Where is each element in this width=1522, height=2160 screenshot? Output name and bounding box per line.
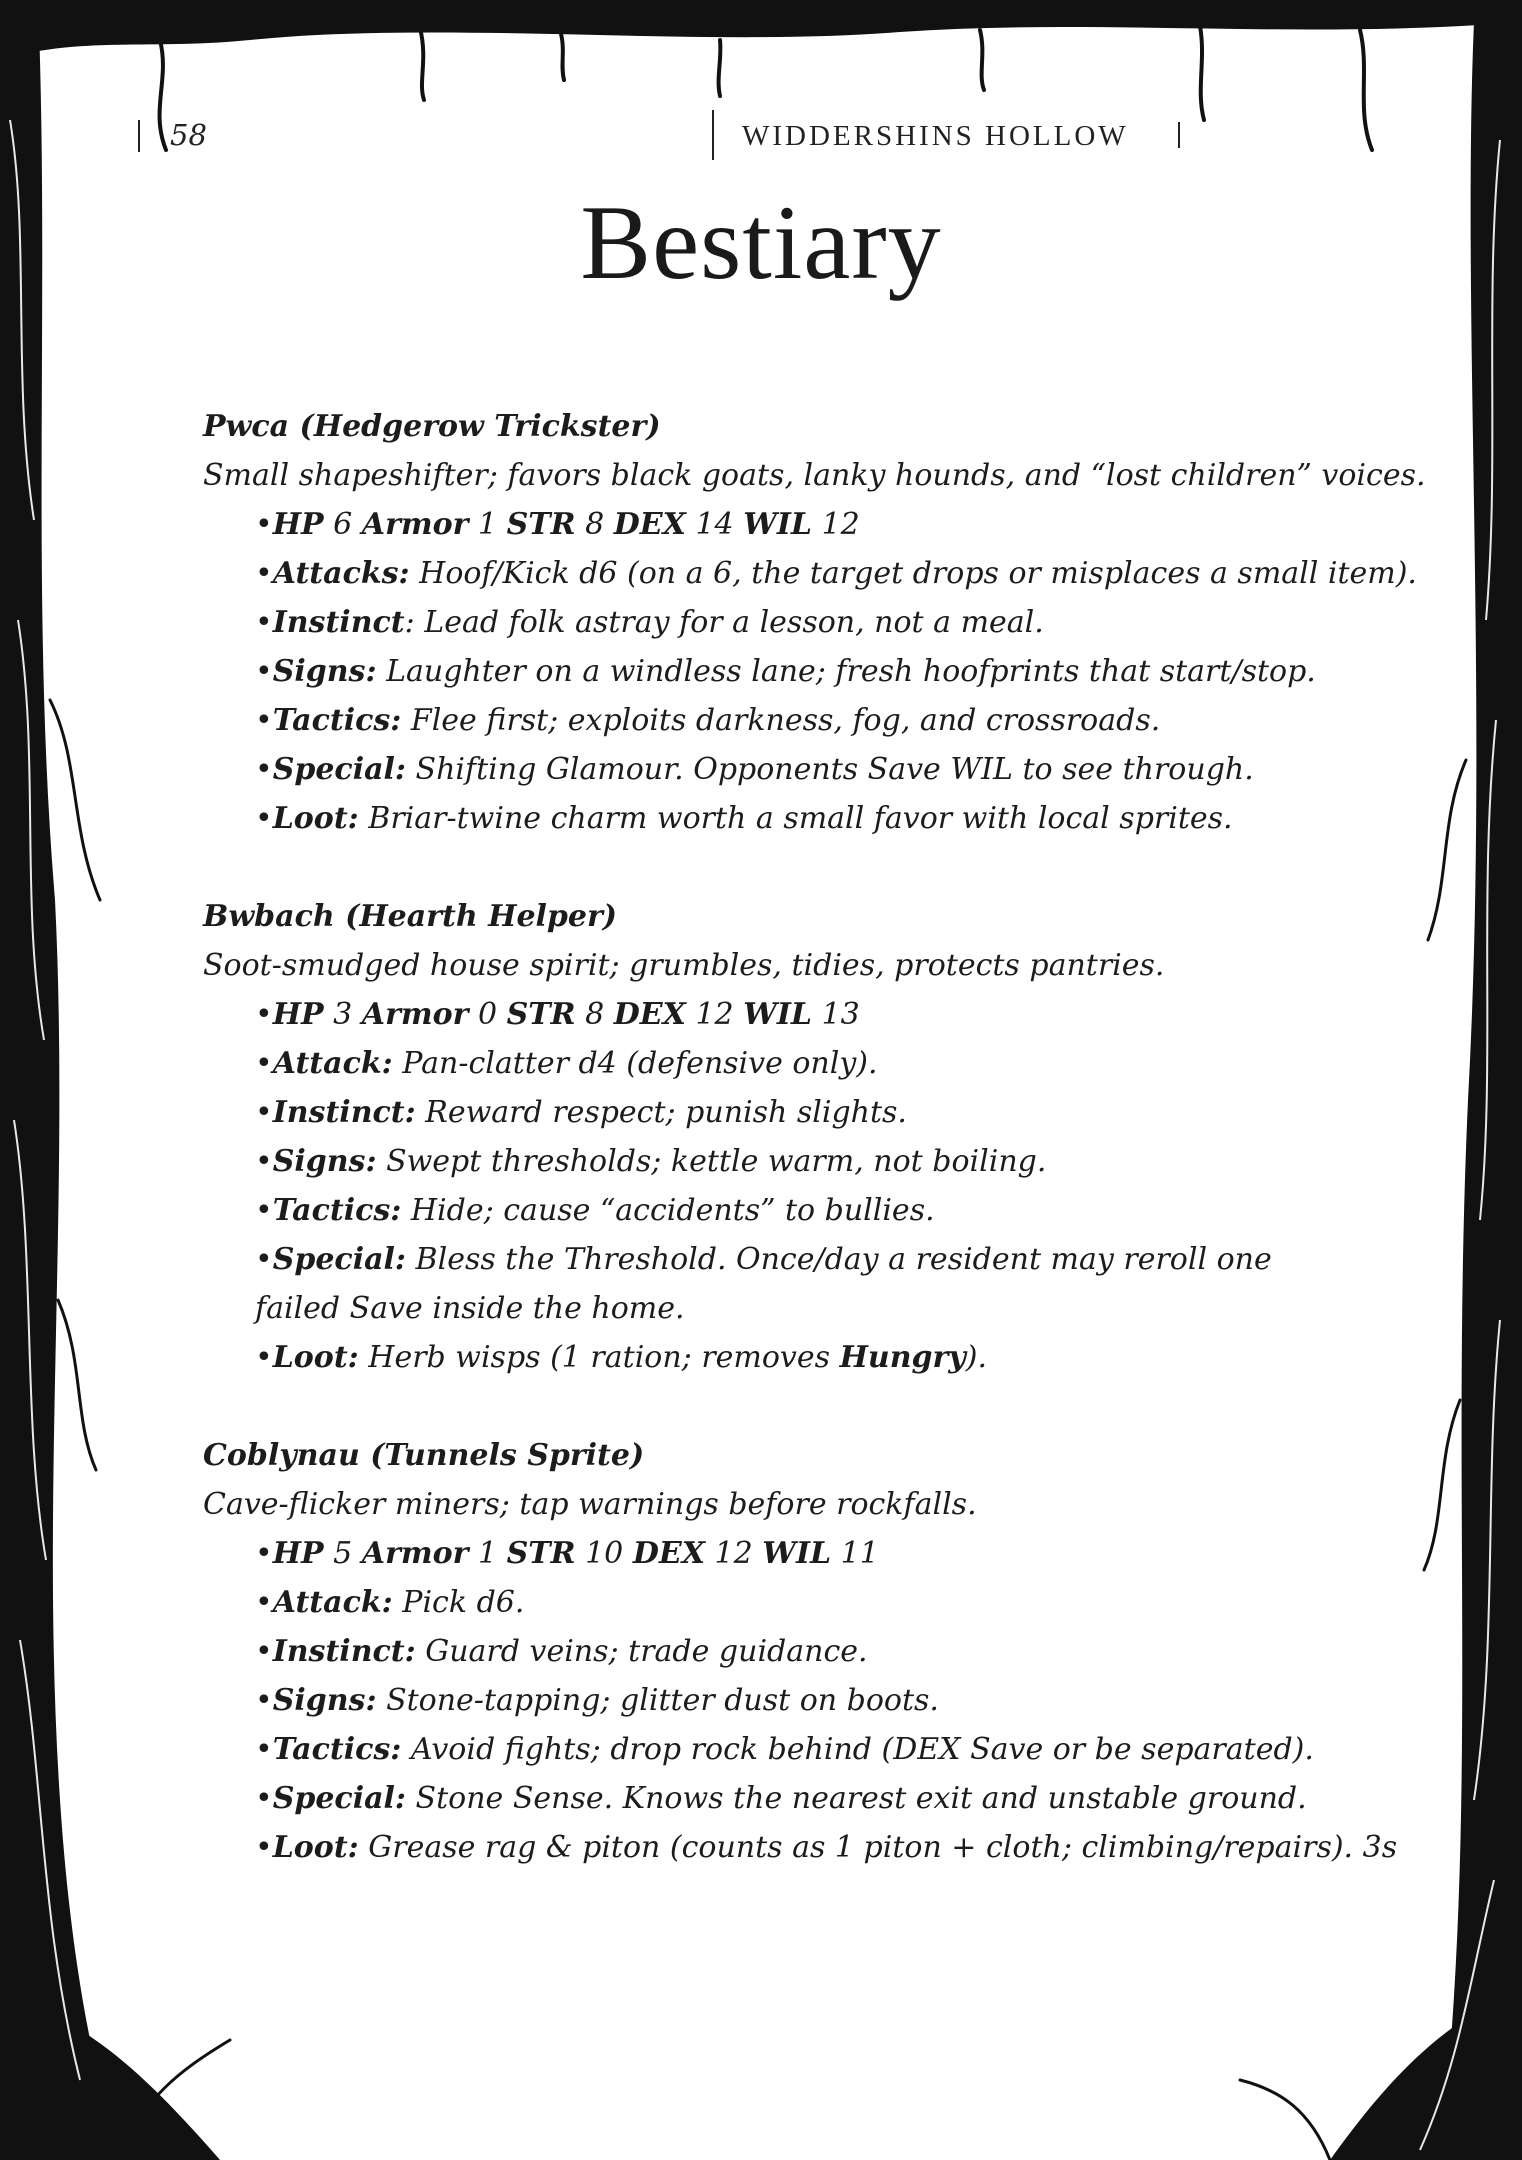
loot-line: •Loot: Herb wisps (1 ration; removes Hungry). xyxy=(255,1340,987,1375)
attacks-line: •Attacks: Hoof/Kick d6 (on a 6, the target drops or misplaces a small item). xyxy=(255,556,1417,591)
entry-description: Soot-smudged house spirit; grumbles, tidies, protects pantries. xyxy=(203,948,1165,983)
header-rule-right xyxy=(1178,122,1180,148)
special-line: •Special: Bless the Threshold. Once/day a resident may reroll one failed Save inside the home. xyxy=(255,1242,1272,1326)
entry-name: Bwbach (Hearth Helper) xyxy=(203,899,617,934)
page-title: Bestiary xyxy=(580,184,942,301)
running-title: WIDDERSHINS HOLLOW xyxy=(742,120,1129,152)
tactics-line: •Tactics: Hide; cause “accidents” to bullies. xyxy=(255,1193,935,1228)
attack-line: •Attack: Pick d6. xyxy=(255,1585,525,1620)
header-rule-left xyxy=(138,120,140,152)
entry-stat-list xyxy=(203,500,1417,843)
header-rule-middle xyxy=(712,110,714,160)
instinct-line: •Instinct: Reward respect; punish slights. xyxy=(255,1095,907,1130)
signs-line: •Signs: Stone-tapping; glitter dust on boots. xyxy=(255,1683,939,1718)
entry-bwbach xyxy=(203,892,1313,1382)
stat-line: •HP 5 Armor 1 STR 10 DEX 12 WIL 11 xyxy=(255,1536,879,1571)
stat-line: •HP 6 Armor 1 STR 8 DEX 14 WIL 12 xyxy=(255,507,860,542)
stat-line: •HP 3 Armor 0 STR 8 DEX 12 WIL 13 xyxy=(255,997,860,1032)
special-line: •Special: Shifting Glamour. Opponents Save WIL to see through. xyxy=(255,752,1254,787)
entry-description: Cave-flicker miners; tap warnings before rockfalls. xyxy=(203,1487,977,1522)
signs-line: •Signs: Swept thresholds; kettle warm, not boiling. xyxy=(255,1144,1047,1179)
entry-name: Coblynau (Tunnels Sprite) xyxy=(203,1438,645,1473)
page-number: 58 xyxy=(170,118,207,152)
entry-pwca xyxy=(203,402,1426,843)
entry-coblynau xyxy=(203,1431,1398,1872)
special-line: •Special: Stone Sense. Knows the nearest exit and unstable ground. xyxy=(255,1781,1307,1816)
loot-line: •Loot: Grease rag & piton (counts as 1 piton + cloth; climbing/repairs). 3s xyxy=(255,1830,1398,1865)
loot-line: •Loot: Briar-twine charm worth a small favor with local sprites. xyxy=(255,801,1233,836)
bestiary-entries xyxy=(203,402,1426,1921)
attack-line: •Attack: Pan-clatter d4 (defensive only). xyxy=(255,1046,878,1081)
entry-description: Small shapeshifter; favors black goats, lanky hounds, and “lost children” voices. xyxy=(203,458,1426,493)
entry-stat-list xyxy=(203,990,1313,1382)
tactics-line: •Tactics: Flee first; exploits darkness, fog, and crossroads. xyxy=(255,703,1161,738)
instinct-line: •Instinct: Lead folk astray for a lesson, not a meal. xyxy=(255,605,1044,640)
entry-stat-list xyxy=(203,1529,1398,1872)
signs-line: •Signs: Laughter on a windless lane; fresh hoofprints that start/stop. xyxy=(255,654,1316,689)
entry-name: Pwca (Hedgerow Trickster) xyxy=(203,409,661,444)
instinct-line: •Instinct: Guard veins; trade guidance. xyxy=(255,1634,868,1669)
tactics-line: •Tactics: Avoid fights; drop rock behind (DEX Save or be separated). xyxy=(255,1732,1314,1767)
